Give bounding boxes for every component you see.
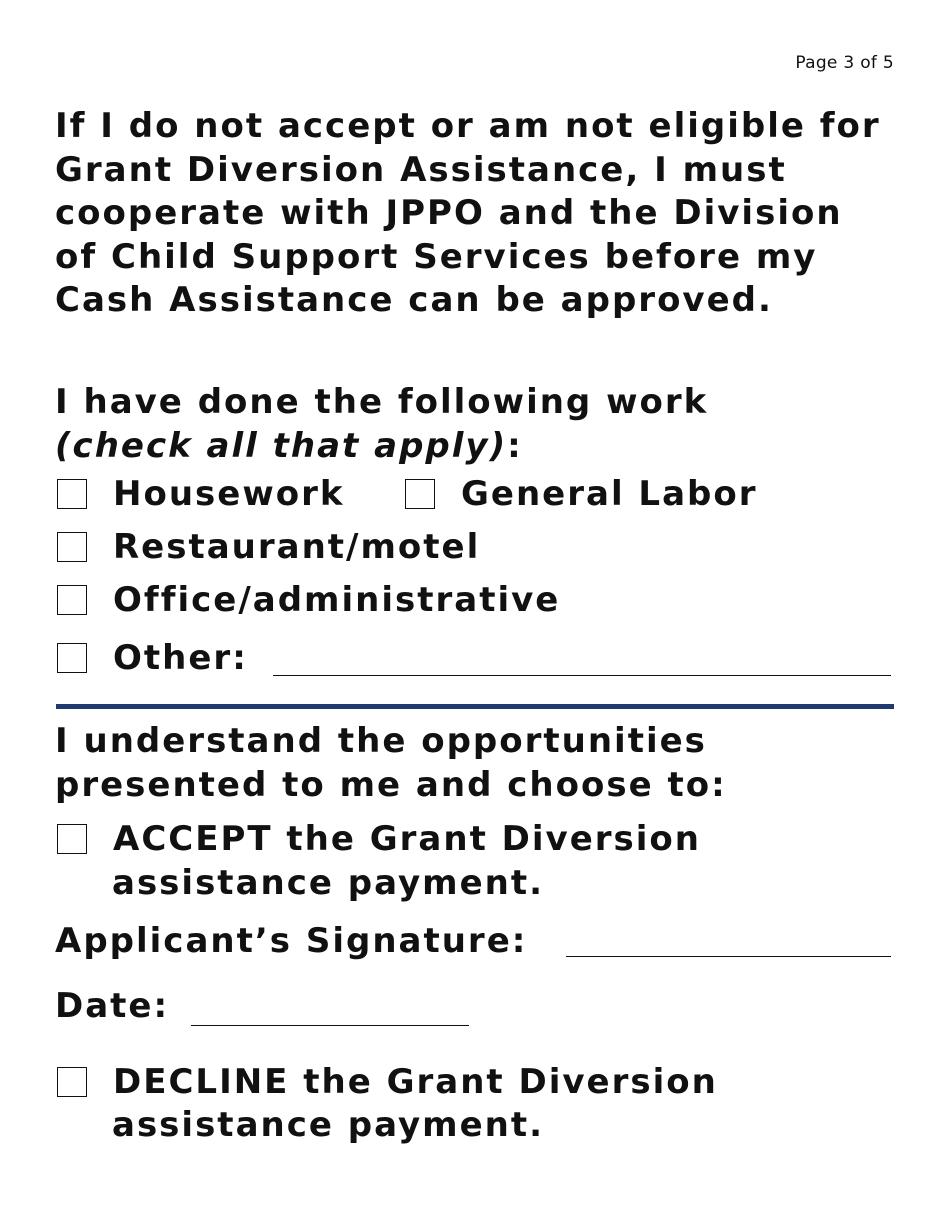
date-label: Date: [55,986,170,1026]
work-instruction: (check all that apply) [55,425,508,466]
option-decline[interactable] [57,1062,718,1102]
decline-checkbox[interactable] [57,1067,87,1097]
general-labor-label: General Labor [461,474,758,514]
office-admin-checkbox[interactable] [57,585,87,615]
option-office-admin[interactable] [57,580,560,620]
housework-checkbox[interactable] [57,479,87,509]
accept-label-line-1: ACCEPT the Grant Diversion [113,819,701,859]
office-admin-label: Office/administrative [113,580,561,620]
general-labor-checkbox[interactable] [405,479,435,509]
decline-label-line-2: assistance payment. [112,1105,545,1145]
work-prompt-colon: : [507,425,523,466]
eligibility-paragraph: If I do not accept or am not eligible for Grant Diversion Assistance, I must cooperate with JPPO and the Division of Child Support Services before my Cash Assistance can be approved. [55,106,881,320]
option-housework[interactable] [57,474,344,514]
option-accept[interactable] [57,819,701,859]
option-general-labor[interactable] [405,474,758,514]
work-prompt-text: I have done the following work [55,382,709,422]
decline-label-line-1: DECLINE the Grant Diversion [113,1062,718,1102]
accept-label-line-2: assistance payment. [112,863,545,903]
other-label: Other: [113,638,248,678]
section-divider [56,704,894,709]
signature-input[interactable] [566,926,891,957]
work-prompt [55,381,895,468]
choice-prompt: I understand the opportunities presented to me and choose to: [55,721,727,805]
option-restaurant-motel[interactable] [57,527,480,567]
accept-checkbox[interactable] [57,824,87,854]
housework-label: Housework [113,474,345,514]
signature-label: Applicant’s Signature: [55,921,528,961]
option-other[interactable] [57,638,248,678]
page-number: Page 3 of 5 [795,53,894,73]
other-checkbox[interactable] [57,643,87,673]
date-input[interactable] [191,995,469,1026]
restaurant-motel-label: Restaurant/motel [113,527,481,567]
restaurant-motel-checkbox[interactable] [57,532,87,562]
other-work-input[interactable] [273,645,891,676]
